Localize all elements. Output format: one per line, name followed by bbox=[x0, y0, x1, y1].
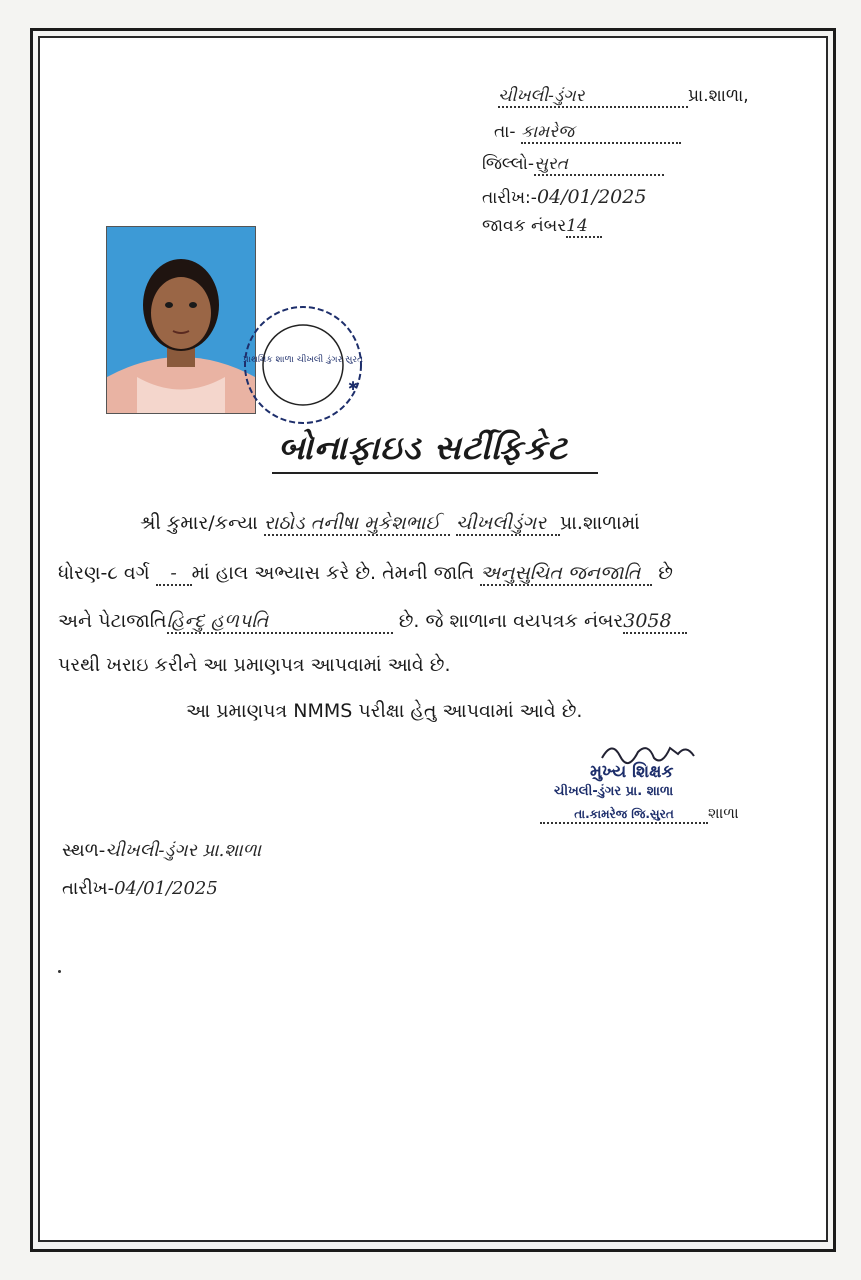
subcaste-value: હિન્દુ હળપતિ bbox=[167, 610, 393, 634]
stray-dot bbox=[58, 970, 61, 973]
line1-prefix: શ્રી કુમાર/કન્યા bbox=[140, 512, 258, 534]
class-value: - bbox=[156, 562, 192, 586]
header-outward-line bbox=[482, 216, 602, 238]
footer-date-line bbox=[62, 878, 218, 899]
line1-suffix: પ્રા.શાળામાં bbox=[559, 512, 640, 534]
caste-value: અનુસુચિત જનજાતિ bbox=[480, 562, 652, 586]
outward-label: જાવક નંબર bbox=[482, 216, 567, 236]
signature-address-line bbox=[540, 804, 739, 824]
outward-value: 14 bbox=[566, 216, 602, 238]
taluka-value: કામરેજ bbox=[521, 122, 681, 144]
line2-mid: માં હાલ અભ્યાસ કરે છે. તેમની જાતિ bbox=[191, 562, 475, 584]
header-taluka-line bbox=[494, 122, 681, 144]
body-line-5: આ પ્રમાણપત્ર NMMS પરીક્ષા હેતુ આપવામાં આવે છે. bbox=[186, 700, 583, 722]
body-line-3 bbox=[58, 610, 687, 634]
footer-place-line bbox=[62, 840, 261, 861]
student-portrait-image bbox=[107, 227, 255, 413]
signature-title: મુખ્ય શિક્ષક bbox=[590, 762, 674, 782]
footer-date-label: તારીખ- bbox=[62, 878, 115, 899]
header-date-line bbox=[482, 186, 646, 208]
school-stamp bbox=[240, 302, 366, 428]
register-number: 3058 bbox=[623, 610, 687, 634]
district-value: સુરત bbox=[534, 154, 664, 176]
signature-suffix: શાળા bbox=[708, 804, 739, 822]
line3-mid: છે. જે શાળાના વયપત્રક નંબર bbox=[398, 610, 624, 632]
header-district-line bbox=[482, 154, 664, 176]
certificate-title: બોનાફાઇડ સર્ટીફિકેટ bbox=[278, 428, 568, 467]
body-line-1 bbox=[140, 512, 640, 536]
header-school-line bbox=[498, 86, 749, 108]
line3-prefix: અને પેટાજાતિ bbox=[58, 610, 167, 632]
body-line-2 bbox=[58, 562, 673, 586]
footer-date-value: 04/01/2025 bbox=[114, 878, 218, 899]
svg-text:✱: ✱ bbox=[348, 379, 359, 393]
signature-school: ચીખલી-ડુંગર પ્રા. શાળા bbox=[554, 784, 674, 799]
place-value: ચીખલી-ડુંગર પ્રા.શાળા bbox=[105, 840, 262, 861]
district-label: જિલ્લો- bbox=[482, 154, 535, 174]
student-photo bbox=[106, 226, 256, 414]
date-value: 04/01/2025 bbox=[536, 186, 647, 208]
title-underline bbox=[272, 472, 598, 474]
signature-block bbox=[536, 736, 786, 826]
school-handwritten: ચીખલીડુંગર bbox=[456, 512, 560, 536]
stamp-text: પ્રાથમિક શાળા ચીખલી ડુંગર સુરત bbox=[242, 355, 364, 365]
line2-suffix: છે bbox=[658, 562, 673, 584]
line2-prefix: ધોરણ-૮ વર્ગ bbox=[58, 562, 150, 584]
school-suffix: પ્રા.શાળા, bbox=[688, 86, 749, 106]
date-label: તારીખ:- bbox=[482, 188, 537, 208]
place-label: સ્થળ- bbox=[62, 840, 106, 861]
body-line-4: પરથી ખરાઇ કરીને આ પ્રમાણપત્ર આપવામાં આવે છે. bbox=[58, 654, 451, 676]
signature-address: તા.કામરેજ જિ.સુરત bbox=[540, 807, 708, 824]
school-name-handwritten: ચીખલી-ડુંગર bbox=[498, 86, 688, 108]
certificate-page bbox=[38, 36, 828, 1242]
student-name: રાઠોડ તનીષા મુકેશભાઈ bbox=[264, 512, 450, 536]
taluka-label: તા- bbox=[494, 122, 516, 142]
